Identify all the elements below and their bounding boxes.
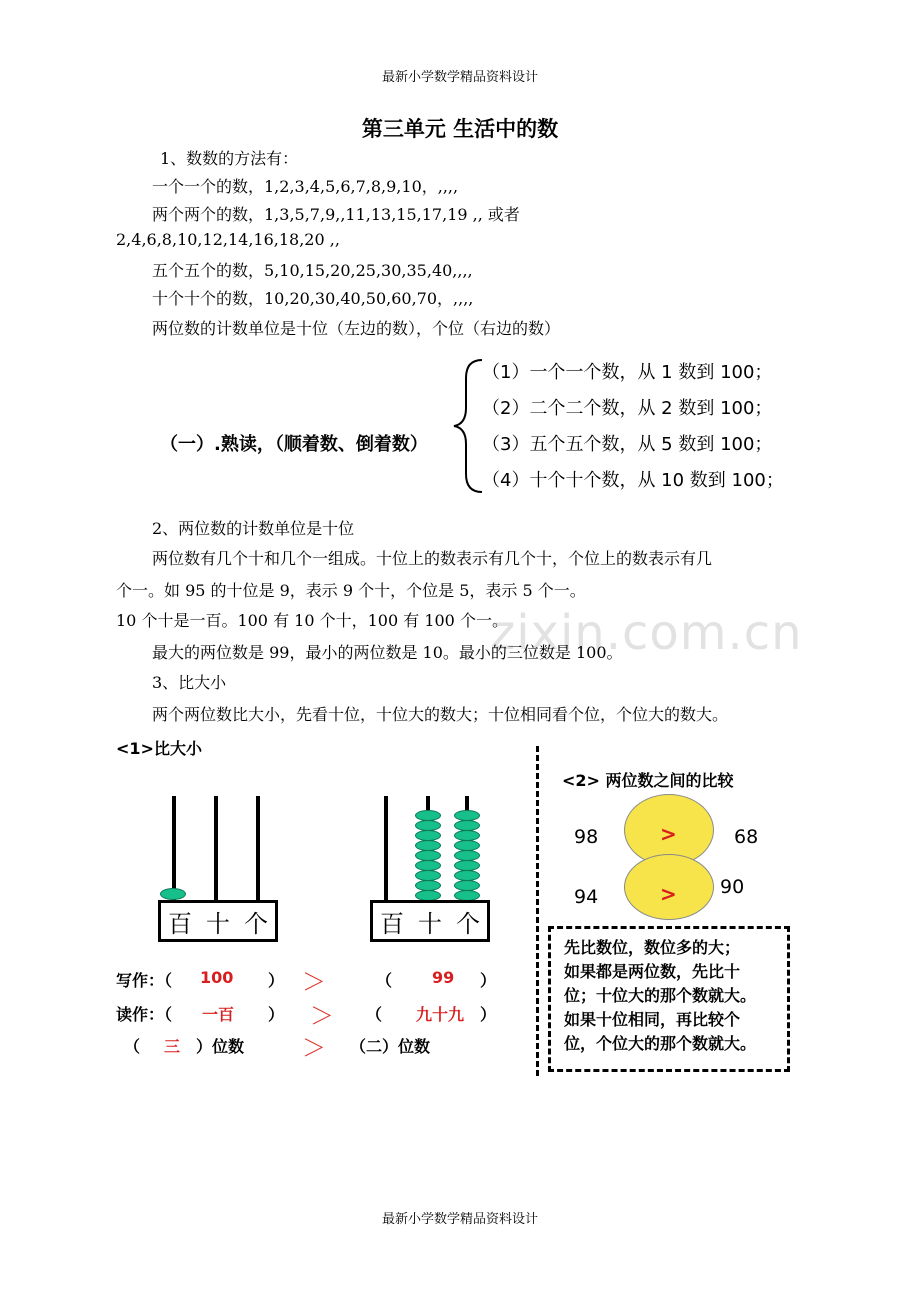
abacus-bead bbox=[454, 820, 480, 831]
abacus-bead bbox=[415, 860, 441, 871]
abacus-base bbox=[158, 900, 278, 942]
write-close-paren: ） bbox=[268, 971, 285, 990]
rule-line-2: 如果都是两位数，先比十 bbox=[564, 962, 741, 981]
digits-left-value: 三 bbox=[164, 1037, 181, 1056]
abacus-right bbox=[370, 796, 490, 942]
digits-open-paren-2: （ bbox=[350, 1037, 367, 1056]
abacus-bead bbox=[415, 870, 441, 881]
rule-line-5: 位，个位大的那个数就大。 bbox=[564, 1034, 757, 1053]
count-line-4: 五个五个的数，5,10,15,20,25,30,35,40,,,, bbox=[152, 261, 473, 280]
reading-item-4: （4）十个十个数，从 10 数到 100； bbox=[482, 470, 784, 491]
abacus-left bbox=[158, 796, 278, 942]
tens-bead-stack bbox=[415, 796, 443, 900]
abacus-label-ones: 个 bbox=[244, 909, 268, 938]
section2-line-3: 10 个十是一百。100 有 10 个十，100 有 100 个一。 bbox=[116, 611, 508, 630]
section3-heading: 3、比大小 bbox=[152, 673, 227, 692]
rule-line-3: 位；十位大的那个数就大。 bbox=[564, 986, 757, 1005]
digits-open-paren: （ bbox=[124, 1037, 141, 1056]
abacus-label-tens: 十 bbox=[418, 909, 442, 938]
abacus-label-hundreds: 百 bbox=[380, 909, 404, 938]
abacus-bead bbox=[415, 820, 441, 831]
section2-line-2: 个一。如 95 的十位是 9，表示 9 个十，个位是 5，表示 5 个一。 bbox=[116, 581, 586, 600]
rule-line-4: 如果十位相同，再比较个 bbox=[564, 1010, 741, 1029]
section3-line-1: 两个两位数比大小，先看十位，十位大的数大；十位相同看个位，个位大的数大。 bbox=[152, 705, 729, 724]
rule-line-1: 先比数位，数位多的大； bbox=[564, 938, 741, 957]
write-close-paren-2: ） bbox=[480, 971, 497, 990]
abacus-rod bbox=[214, 796, 218, 900]
abacus-bead bbox=[454, 860, 480, 871]
abacus-label-hundreds: 百 bbox=[168, 909, 192, 938]
watermark: zixin.com.cn bbox=[490, 605, 803, 661]
section2-line-4: 最大的两位数是 99，最小的两位数是 10。最小的三位数是 100。 bbox=[152, 643, 623, 662]
section1-heading: 1、数数的方法有： bbox=[160, 149, 299, 168]
page-title: 第三单元 生活中的数 bbox=[361, 116, 559, 141]
abacus-bead bbox=[415, 880, 441, 891]
abacus-rod bbox=[384, 796, 388, 900]
page-header: 最新小学数学精品资料设计 bbox=[381, 70, 538, 85]
read-gt-sign: ＞ bbox=[310, 1002, 334, 1030]
pair2-left: 94 bbox=[574, 886, 599, 908]
rule-text bbox=[564, 936, 756, 1056]
reading-label: （一）.熟读，（顺着数、倒着数） bbox=[160, 434, 428, 455]
write-label: 写作：（ bbox=[116, 971, 173, 990]
count-line-1: 一个一个的数，1,2,3,4,5,6,7,8,9,10，,,,, bbox=[152, 177, 459, 196]
read-open-paren-2: （ bbox=[366, 1005, 383, 1024]
pair1-sign: > bbox=[660, 822, 677, 846]
count-line-5: 十个十个的数，10,20,30,40,50,60,70，,,,, bbox=[152, 289, 474, 308]
digits-right-suffix: ）位数 bbox=[382, 1037, 431, 1056]
page-footer: 最新小学数学精品资料设计 bbox=[381, 1212, 538, 1227]
abacus-label-tens: 十 bbox=[206, 909, 230, 938]
count-line-3: 2,4,6,8,10,12,14,16,18,20 ,, bbox=[116, 230, 340, 249]
compare2-divider bbox=[536, 746, 543, 1076]
abacus-rod bbox=[256, 796, 260, 900]
digits-right-value: 二 bbox=[366, 1037, 383, 1056]
pair2-right: 90 bbox=[720, 876, 745, 898]
compare1-title: <1>比大小 bbox=[116, 739, 202, 758]
digits-gt-sign: ＞ bbox=[302, 1034, 326, 1062]
abacus-bead bbox=[454, 880, 480, 891]
abacus-bead bbox=[454, 810, 480, 821]
pair1-right: 68 bbox=[734, 826, 759, 848]
abacus-bead bbox=[454, 830, 480, 841]
read-left-value: 一百 bbox=[202, 1005, 235, 1024]
compare2-title: <2> 两位数之间的比较 bbox=[562, 771, 734, 790]
read-close-paren: ） bbox=[268, 1005, 285, 1024]
write-left-value: 100 bbox=[200, 968, 234, 987]
digits-left-suffix: ）位数 bbox=[196, 1037, 245, 1056]
abacus-bead bbox=[415, 850, 441, 861]
abacus-bead bbox=[454, 850, 480, 861]
abacus-bead bbox=[415, 840, 441, 851]
write-gt-sign: ＞ bbox=[302, 968, 326, 996]
read-close-paren-2: ） bbox=[480, 1005, 497, 1024]
reading-item-3: （3）五个五个数，从 5 数到 100； bbox=[482, 434, 773, 455]
ones-bead-stack bbox=[454, 796, 482, 900]
abacus-rod bbox=[172, 796, 176, 900]
abacus-bead bbox=[415, 830, 441, 841]
abacus-label-ones: 个 bbox=[456, 909, 480, 938]
section2-line-1: 两位数有几个十和几个一组成。十位上的数表示有几个十，个位上的数表示有几 bbox=[152, 549, 713, 568]
abacus-bead bbox=[454, 840, 480, 851]
read-right-value: 九十九 bbox=[416, 1005, 465, 1024]
reading-item-1: （1）一个一个数，从 1 数到 100； bbox=[482, 362, 773, 383]
pair2-sign: > bbox=[660, 882, 677, 906]
abacus-bead bbox=[415, 810, 441, 821]
abacus-bead bbox=[160, 888, 186, 900]
reading-item-2: （2）二个二个数，从 2 数到 100； bbox=[482, 398, 773, 419]
section2-heading: 2、两位数的计数单位是十位 bbox=[152, 519, 355, 538]
pair1-left: 98 bbox=[574, 826, 599, 848]
count-unit-line: 两位数的计数单位是十位（左边的数），个位（右边的数） bbox=[152, 319, 561, 338]
abacus-bead bbox=[454, 870, 480, 881]
read-label: 读作：（ bbox=[116, 1005, 173, 1024]
abacus-base bbox=[370, 900, 490, 942]
count-line-2: 两个两个的数，1,3,5,7,9,,11,13,15,17,19 ,, 或者 bbox=[152, 205, 520, 224]
write-right-value: 99 bbox=[432, 968, 455, 987]
write-open-paren-2: （ bbox=[376, 971, 393, 990]
